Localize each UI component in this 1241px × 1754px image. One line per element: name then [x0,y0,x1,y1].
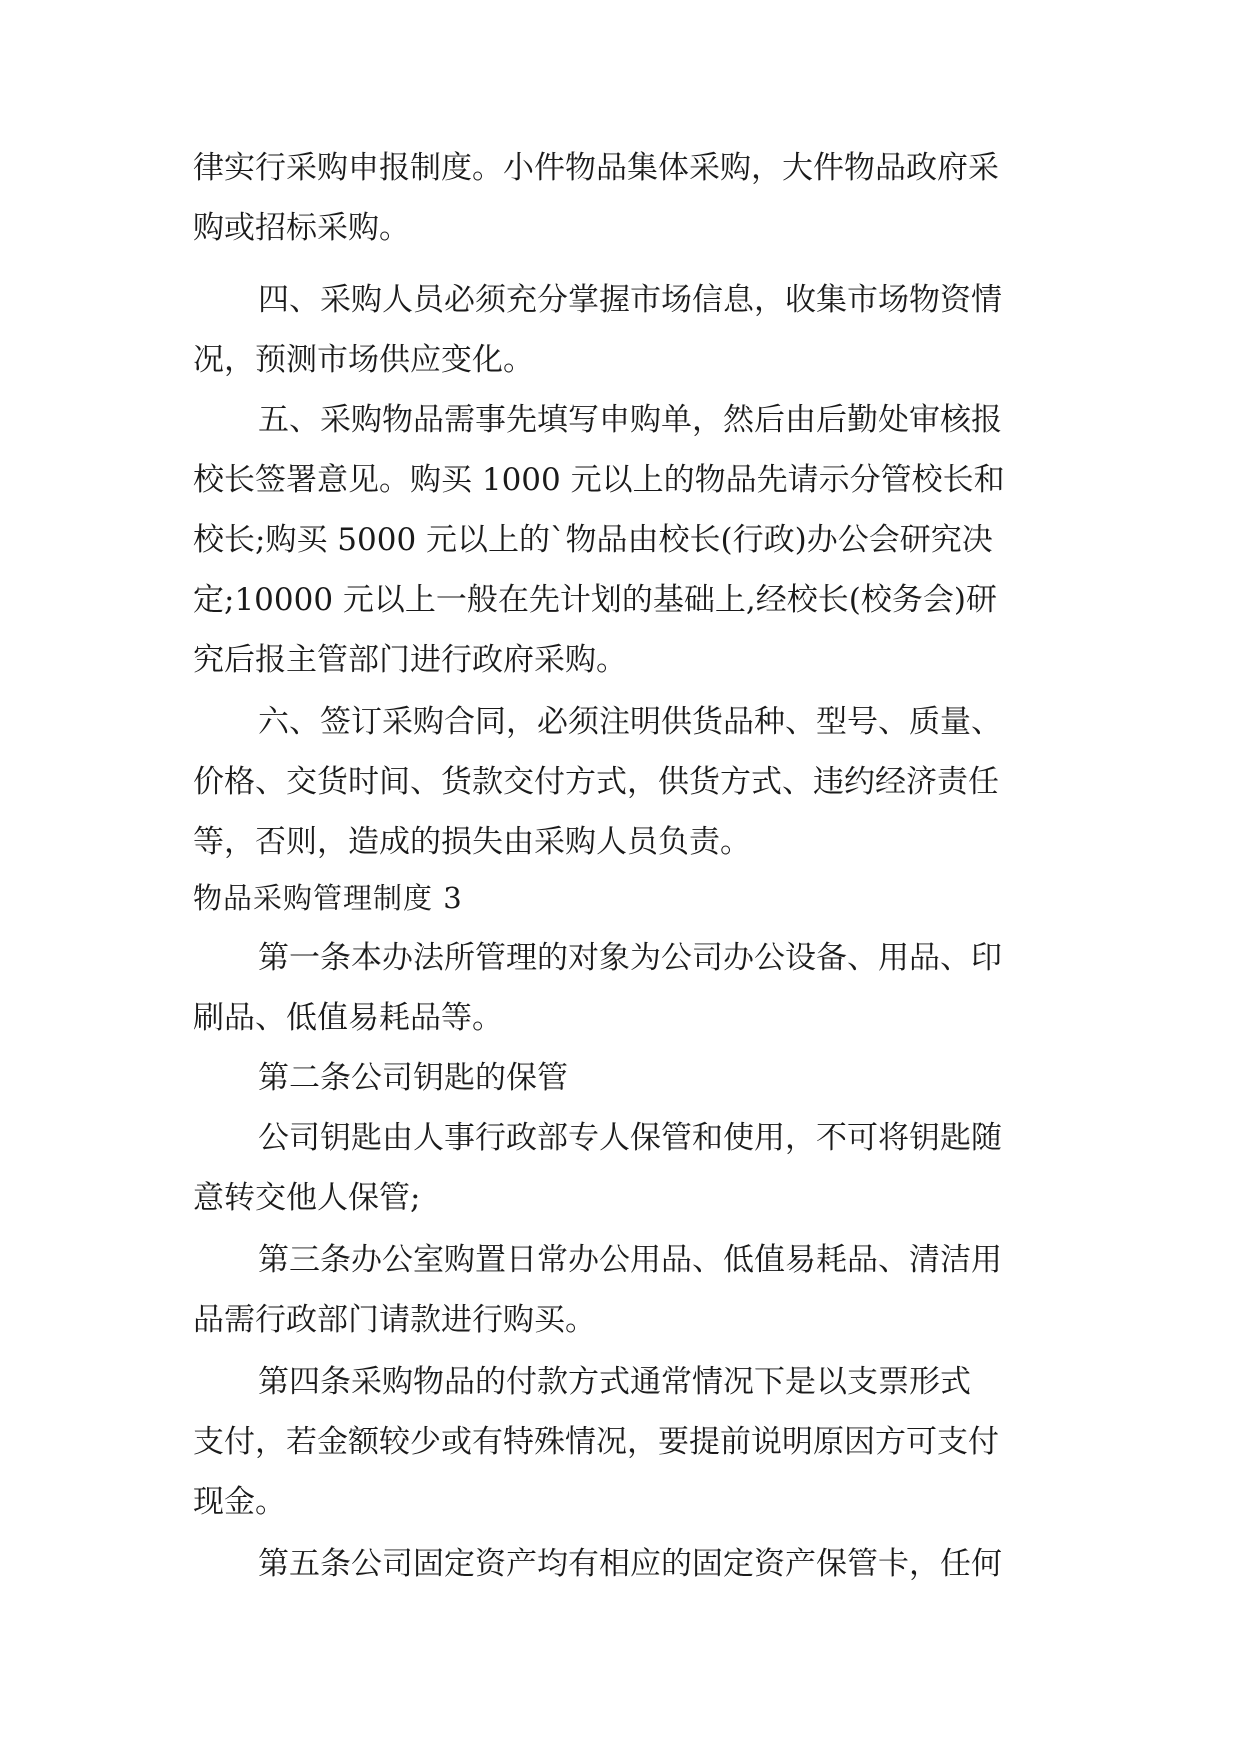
text-line: 购或招标采购。 [193,210,410,246]
text-line: 等，否则，造成的损失由采购人员负责。 [193,824,751,860]
text-line: 支付，若金额较少或有特殊情况，要提前说明原因方可支付 [193,1424,999,1460]
text-line: 公司钥匙由人事行政部专人保管和使用，不可将钥匙随 [258,1120,1002,1156]
text-line: 究后报主管部门进行政府采购。 [193,642,627,678]
text-line: 律实行采购申报制度。小件物品集体采购，大件物品政府采 [193,150,999,186]
text-line: 第一条本办法所管理的对象为公司办公设备、用品、印 [258,940,1002,976]
text-line: 定;10000 元以上一般在先计划的基础上,经校长(校务会)研 [193,582,997,618]
text-line: 第四条采购物品的付款方式通常情况下是以支票形式 [258,1364,971,1400]
text-line: 校长签署意见。购买 1000 元以上的物品先请示分管校长和 [193,462,1005,498]
text-line: 第三条办公室购置日常办公用品、低值易耗品、清洁用 [258,1242,1002,1278]
text-line: 况，预测市场供应变化。 [193,342,534,378]
text-line: 现金。 [193,1484,286,1520]
text-line: 四、采购人员必须充分掌握市场信息，收集市场物资情 [258,282,1002,318]
text-line: 价格、交货时间、货款交付方式，供货方式、违约经济责任 [193,764,999,800]
text-line: 刷品、低值易耗品等。 [193,1000,503,1036]
text-line: 校长;购买 5000 元以上的`物品由校长(行政)办公会研究决 [193,522,993,558]
text-line: 意转交他人保管; [193,1180,421,1216]
text-line: 第二条公司钥匙的保管 [258,1060,568,1096]
text-line: 第五条公司固定资产均有相应的固定资产保管卡，任何 [258,1546,1002,1582]
text-line: 六、签订采购合同，必须注明供货品种、型号、质量、 [258,704,1002,740]
section-heading: 物品采购管理制度 3 [193,881,463,915]
text-line: 五、采购物品需事先填写申购单，然后由后勤处审核报 [258,402,1002,438]
text-line: 品需行政部门请款进行购买。 [193,1302,596,1338]
